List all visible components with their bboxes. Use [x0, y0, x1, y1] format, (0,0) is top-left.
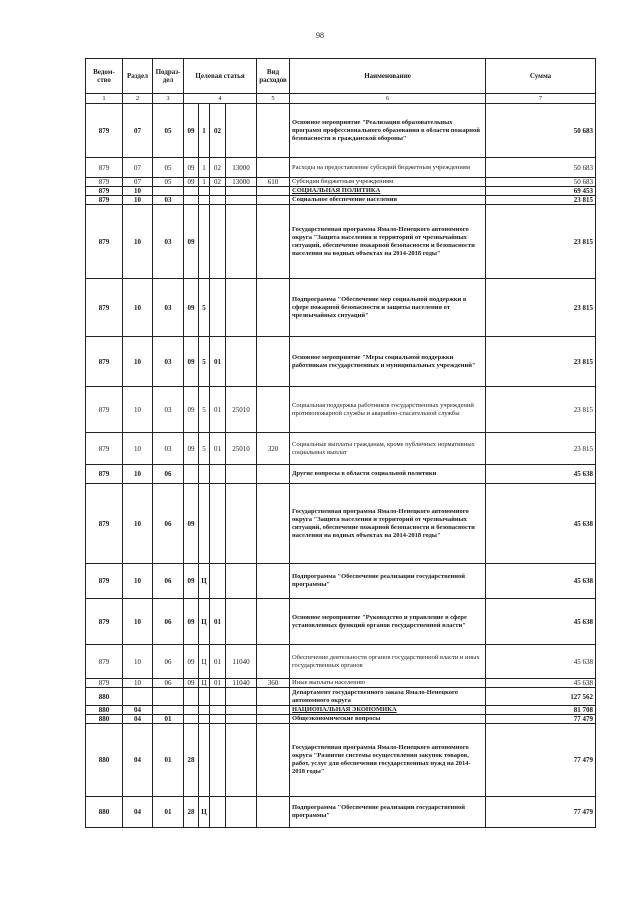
cell-target-event: [210, 465, 226, 484]
table-row: [86, 724, 596, 797]
cell-subsection: 06: [153, 679, 184, 688]
table-row: [86, 679, 596, 688]
cell-name: НАЦИОНАЛЬНАЯ ЭКОНОМИКА: [290, 706, 486, 715]
table-row: [86, 715, 596, 724]
cell-target-program: 28: [184, 724, 199, 797]
cell-target-event: 01: [210, 599, 226, 645]
cell-target-direction: [226, 564, 257, 599]
cell-dept: 879: [86, 337, 123, 387]
cell-target-direction: 11040: [226, 645, 257, 679]
table-row: [86, 797, 596, 828]
cell-dept: 879: [86, 465, 123, 484]
cell-section: 04: [123, 715, 153, 724]
cell-subsection: 01: [153, 724, 184, 797]
cell-dept: 880: [86, 706, 123, 715]
cell-section: 10: [123, 564, 153, 599]
header-number: 2: [123, 94, 153, 104]
table-row: [86, 187, 596, 196]
cell-name: Государственная программа Ямало-Ненецкого автономного округа "Развитие системы осуществления закупок товаров, работ, услуг для обеспечения государственных нужд на 2014-2018 годы": [290, 724, 486, 797]
cell-sum: 77 479: [486, 797, 596, 828]
cell-expense-type: [257, 599, 290, 645]
cell-dept: 880: [86, 688, 123, 706]
cell-target-direction: [226, 706, 257, 715]
cell-target-program: 09: [184, 178, 199, 187]
cell-target-program: 09: [184, 433, 199, 465]
cell-sum: 45 638: [486, 645, 596, 679]
cell-target-event: [210, 205, 226, 279]
header-number-row: [86, 94, 596, 104]
cell-subsection: 05: [153, 104, 184, 158]
cell-target-event: 02: [210, 178, 226, 187]
cell-target-direction: 11040: [226, 679, 257, 688]
table-row: [86, 178, 596, 187]
cell-section: 07: [123, 158, 153, 178]
cell-target-event: [210, 564, 226, 599]
cell-target-program: 09: [184, 104, 199, 158]
cell-target-subprogram: [199, 187, 210, 196]
cell-target-direction: [226, 715, 257, 724]
cell-target-program: 09: [184, 387, 199, 433]
table-row: [86, 104, 596, 158]
cell-target-program: [184, 706, 199, 715]
cell-subsection: [153, 187, 184, 196]
cell-target-event: [210, 715, 226, 724]
cell-name: Расходы на предоставление субсидий бюджетным учреждениям: [290, 158, 486, 178]
cell-name: Государственная программа Ямало-Ненецкого автономного округа "Защита населения и территорий от чрезвычайных ситуаций, обеспечение пожарной безопасности и безопасности населения на водных объектах на 2014-2018 годы": [290, 205, 486, 279]
cell-dept: 879: [86, 679, 123, 688]
cell-subsection: 03: [153, 196, 184, 205]
table-row: [86, 706, 596, 715]
cell-target-subprogram: [199, 715, 210, 724]
cell-subsection: 03: [153, 205, 184, 279]
cell-subsection: 01: [153, 715, 184, 724]
cell-target-program: [184, 715, 199, 724]
cell-subsection: 03: [153, 337, 184, 387]
cell-sum: 81 708: [486, 706, 596, 715]
cell-target-subprogram: [199, 724, 210, 797]
cell-dept: 880: [86, 724, 123, 797]
cell-target-subprogram: 5: [199, 387, 210, 433]
header-expense-type: Вид расходов: [257, 59, 290, 94]
cell-target-direction: [226, 465, 257, 484]
cell-target-event: 01: [210, 645, 226, 679]
cell-sum: 45 638: [486, 599, 596, 645]
cell-name: Социальные выплаты гражданам, кроме публичных нормативных социальных выплат: [290, 433, 486, 465]
cell-section: [123, 688, 153, 706]
cell-target-direction: [226, 688, 257, 706]
cell-target-subprogram: Ц: [199, 797, 210, 828]
budget-table: [85, 58, 596, 828]
cell-section: 10: [123, 484, 153, 564]
cell-target-event: 02: [210, 104, 226, 158]
table-row: [86, 205, 596, 279]
cell-dept: 879: [86, 279, 123, 337]
cell-expense-type: 360: [257, 679, 290, 688]
cell-section: 10: [123, 205, 153, 279]
cell-section: 10: [123, 465, 153, 484]
cell-dept: 879: [86, 387, 123, 433]
cell-dept: 879: [86, 187, 123, 196]
cell-target-direction: [226, 337, 257, 387]
cell-target-program: 09: [184, 564, 199, 599]
cell-section: 10: [123, 599, 153, 645]
cell-target-subprogram: 1: [199, 104, 210, 158]
cell-target-subprogram: 1: [199, 178, 210, 187]
cell-dept: 879: [86, 104, 123, 158]
table-row: [86, 484, 596, 564]
cell-expense-type: [257, 724, 290, 797]
cell-section: 10: [123, 187, 153, 196]
cell-target-program: 09: [184, 279, 199, 337]
cell-name: Подпрограмма "Обеспечение реализации государственной программы": [290, 797, 486, 828]
cell-expense-type: [257, 465, 290, 484]
cell-sum: 45 638: [486, 564, 596, 599]
cell-target-program: 09: [184, 337, 199, 387]
cell-target-event: [210, 797, 226, 828]
cell-dept: 879: [86, 645, 123, 679]
cell-subsection: 06: [153, 599, 184, 645]
header-number: 3: [153, 94, 184, 104]
cell-sum: 69 453: [486, 187, 596, 196]
cell-target-direction: 13000: [226, 178, 257, 187]
cell-subsection: [153, 688, 184, 706]
cell-section: 10: [123, 645, 153, 679]
cell-section: 10: [123, 196, 153, 205]
table-row: [86, 158, 596, 178]
cell-subsection: 03: [153, 387, 184, 433]
cell-dept: 879: [86, 196, 123, 205]
cell-expense-type: [257, 205, 290, 279]
cell-target-event: 02: [210, 158, 226, 178]
cell-target-subprogram: Ц: [199, 645, 210, 679]
table-row: [86, 564, 596, 599]
cell-target-program: 09: [184, 679, 199, 688]
cell-sum: 23 815: [486, 337, 596, 387]
cell-dept: 879: [86, 484, 123, 564]
header-section: Раздел: [123, 59, 153, 94]
cell-subsection: 03: [153, 433, 184, 465]
table-body: [86, 104, 596, 828]
table-row: [86, 337, 596, 387]
cell-target-event: 01: [210, 387, 226, 433]
cell-dept: 879: [86, 433, 123, 465]
cell-target-subprogram: 1: [199, 158, 210, 178]
cell-subsection: 06: [153, 484, 184, 564]
table-row: [86, 599, 596, 645]
cell-target-event: 01: [210, 337, 226, 387]
cell-target-event: [210, 187, 226, 196]
cell-expense-type: [257, 688, 290, 706]
cell-target-event: [210, 706, 226, 715]
cell-name: Департамент государственного заказа Ямало-Ненецкого автономного округа: [290, 688, 486, 706]
cell-dept: 879: [86, 599, 123, 645]
cell-expense-type: [257, 158, 290, 178]
cell-expense-type: [257, 187, 290, 196]
cell-target-direction: 25010: [226, 433, 257, 465]
cell-subsection: 06: [153, 465, 184, 484]
cell-name: Социальное обеспечение населения: [290, 196, 486, 205]
cell-target-direction: [226, 797, 257, 828]
cell-sum: 77 479: [486, 724, 596, 797]
cell-sum: 23 815: [486, 279, 596, 337]
cell-target-subprogram: Ц: [199, 679, 210, 688]
cell-target-event: 01: [210, 679, 226, 688]
cell-target-event: [210, 279, 226, 337]
cell-target-subprogram: Ц: [199, 599, 210, 645]
cell-target-program: [184, 465, 199, 484]
cell-sum: 45 638: [486, 679, 596, 688]
cell-dept: 879: [86, 564, 123, 599]
cell-expense-type: [257, 387, 290, 433]
cell-subsection: 03: [153, 279, 184, 337]
table-row: [86, 645, 596, 679]
cell-subsection: 06: [153, 645, 184, 679]
cell-expense-type: [257, 196, 290, 205]
cell-target-direction: [226, 599, 257, 645]
cell-sum: 23 815: [486, 205, 596, 279]
cell-target-program: 09: [184, 645, 199, 679]
cell-dept: 879: [86, 178, 123, 187]
cell-target-direction: 25010: [226, 387, 257, 433]
cell-target-subprogram: [199, 465, 210, 484]
cell-target-direction: [226, 279, 257, 337]
cell-expense-type: [257, 715, 290, 724]
cell-target-direction: [226, 484, 257, 564]
cell-expense-type: [257, 706, 290, 715]
cell-name: Подпрограмма "Обеспечение мер социальной поддержки в сфере пожарной безопасности и защиты населения от чрезвычайных ситуаций": [290, 279, 486, 337]
table-row: [86, 433, 596, 465]
cell-name: СОЦИАЛЬНАЯ ПОЛИТИКА: [290, 187, 486, 196]
cell-section: 10: [123, 433, 153, 465]
table-row: [86, 279, 596, 337]
cell-sum: 77 479: [486, 715, 596, 724]
header-dept: Ведом-ство: [86, 59, 123, 94]
cell-target-subprogram: 5: [199, 337, 210, 387]
cell-expense-type: 610: [257, 178, 290, 187]
cell-target-direction: [226, 724, 257, 797]
cell-target-direction: [226, 187, 257, 196]
cell-target-program: [184, 196, 199, 205]
header-number: 6: [290, 94, 486, 104]
cell-target-direction: [226, 104, 257, 158]
header-number: 5: [257, 94, 290, 104]
header-number: 1: [86, 94, 123, 104]
cell-section: 04: [123, 706, 153, 715]
cell-target-direction: 13000: [226, 158, 257, 178]
cell-target-program: [184, 688, 199, 706]
cell-name: Государственная программа Ямало-Ненецкого автономного округа "Защита населения и территорий от чрезвычайных ситуаций, обеспечение пожарной безопасности и безопасности населения на водных объектах на 2014-2018 годы": [290, 484, 486, 564]
cell-sum: 50 683: [486, 158, 596, 178]
cell-target-event: [210, 196, 226, 205]
cell-name: Основное мероприятие "Руководство и управление в сфере установленных функций органов государственной власти": [290, 599, 486, 645]
cell-sum: 23 815: [486, 433, 596, 465]
cell-subsection: 05: [153, 158, 184, 178]
cell-section: 10: [123, 679, 153, 688]
cell-target-event: [210, 688, 226, 706]
cell-name: Общеэкономические вопросы: [290, 715, 486, 724]
table-row: [86, 387, 596, 433]
cell-expense-type: [257, 279, 290, 337]
cell-dept: 879: [86, 205, 123, 279]
cell-section: 04: [123, 724, 153, 797]
cell-subsection: 06: [153, 564, 184, 599]
cell-expense-type: [257, 797, 290, 828]
cell-expense-type: [257, 484, 290, 564]
header-target: Целевая статья: [184, 59, 257, 94]
cell-name: Подпрограмма "Обеспечение реализации государственной программы": [290, 564, 486, 599]
cell-target-subprogram: 5: [199, 433, 210, 465]
cell-target-direction: [226, 205, 257, 279]
header-number: 7: [486, 94, 596, 104]
cell-section: 10: [123, 279, 153, 337]
cell-sum: 23 815: [486, 387, 596, 433]
cell-target-subprogram: Ц: [199, 564, 210, 599]
cell-section: 07: [123, 178, 153, 187]
cell-dept: 880: [86, 715, 123, 724]
cell-target-event: 01: [210, 433, 226, 465]
cell-expense-type: [257, 564, 290, 599]
cell-section: 07: [123, 104, 153, 158]
cell-sum: 23 815: [486, 196, 596, 205]
table-row: [86, 196, 596, 205]
cell-name: Основное мероприятие "Меры социальной поддержки работникам государственных и муниципальных учреждений": [290, 337, 486, 387]
cell-target-event: [210, 724, 226, 797]
cell-subsection: [153, 706, 184, 715]
cell-name: Другие вопросы в области социальной политики: [290, 465, 486, 484]
cell-expense-type: [257, 645, 290, 679]
cell-section: 04: [123, 797, 153, 828]
cell-target-direction: [226, 196, 257, 205]
cell-name: Субсидии бюджетным учреждениям: [290, 178, 486, 187]
cell-name: Иные выплаты населению: [290, 679, 486, 688]
cell-target-subprogram: [199, 484, 210, 564]
header-sum: Сумма: [486, 59, 596, 94]
cell-target-program: 09: [184, 599, 199, 645]
cell-expense-type: [257, 337, 290, 387]
cell-target-program: [184, 187, 199, 196]
table-row: [86, 465, 596, 484]
page-number: 98: [316, 31, 324, 40]
header-row: [86, 59, 596, 94]
cell-target-subprogram: [199, 688, 210, 706]
cell-target-program: 28: [184, 797, 199, 828]
cell-target-subprogram: [199, 196, 210, 205]
cell-expense-type: [257, 104, 290, 158]
cell-section: 10: [123, 387, 153, 433]
cell-sum: 45 638: [486, 465, 596, 484]
cell-target-program: 09: [184, 484, 199, 564]
cell-sum: 127 562: [486, 688, 596, 706]
cell-dept: 880: [86, 797, 123, 828]
cell-subsection: 01: [153, 797, 184, 828]
cell-target-subprogram: 5: [199, 279, 210, 337]
cell-dept: 879: [86, 158, 123, 178]
cell-target-event: [210, 484, 226, 564]
header-subsection: Подраз-дел: [153, 59, 184, 94]
cell-target-subprogram: [199, 205, 210, 279]
cell-name: Социальная поддержка работников государственных учреждений противопожарной службы и аварийно-спасательной службы: [290, 387, 486, 433]
cell-target-program: 09: [184, 205, 199, 279]
cell-sum: 50 683: [486, 104, 596, 158]
cell-target-subprogram: [199, 706, 210, 715]
cell-section: 10: [123, 337, 153, 387]
header-number: 4: [184, 94, 257, 104]
cell-name: Обеспечение деятельности органов государственной власти и иных государственных органов: [290, 645, 486, 679]
cell-expense-type: 320: [257, 433, 290, 465]
cell-name: Основное мероприятие "Реализация образовательных программ профессионального образования в области пожарной безопасности и гражданской обороны": [290, 104, 486, 158]
cell-sum: 45 638: [486, 484, 596, 564]
table-row: [86, 688, 596, 706]
cell-subsection: 05: [153, 178, 184, 187]
cell-target-program: 09: [184, 158, 199, 178]
header-name: Наименование: [290, 59, 486, 94]
cell-sum: 50 683: [486, 178, 596, 187]
